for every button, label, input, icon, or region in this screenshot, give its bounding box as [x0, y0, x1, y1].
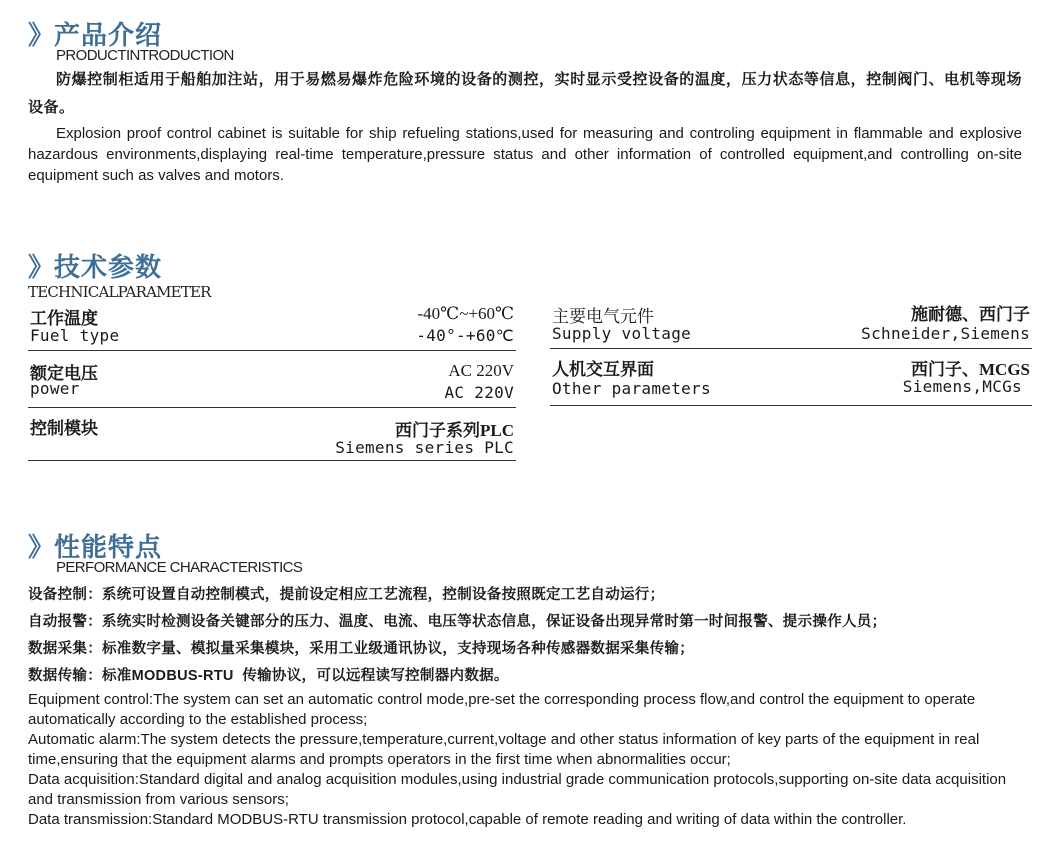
- param-en-value: Siemens,MCGs: [902, 377, 1022, 396]
- perf-cn-line: 数据采集：标准数字量、模拟量采集模块，采用工业级通讯协议，支持现场各种传感器数据采集传输；: [28, 641, 694, 657]
- intro-cn-text: 防爆控制柜适用于船舶加注站，用于易燃易爆炸危险环境的设备的测控，实时显示受控设备的温度，压力状态等信息，控制阀门、电机等现场设备。: [28, 71, 1022, 116]
- param-row: [550, 302, 1032, 349]
- param-en-value: AC 220V: [444, 383, 514, 402]
- param-cn-label: 主要电气元件: [552, 307, 654, 326]
- param-cn-label: 工作温度: [30, 309, 98, 328]
- perf-cn-list: [28, 582, 1022, 690]
- perf-en-para: Automatic alarm:The system detects the pressure,temperature,current,voltage and other status information of key parts of the equipment in real time,ensuring that the equipment alarms and prompts operators in the first time when abnormalities occur;: [28, 731, 980, 768]
- perf-en-list: [28, 690, 1022, 830]
- param-cn-label: 人机交互界面: [552, 360, 654, 379]
- param-en-value: Schneider,Siemens: [861, 324, 1030, 343]
- chevron-icon: 》: [28, 252, 51, 282]
- perf-en-para: Equipment control:The system can set an automatic control mode,pre-set the corresponding process flow,and control the equipment to operate automatically according to the established process;: [28, 691, 976, 728]
- intro-title: 产品介绍: [54, 20, 163, 50]
- tech-title: 技术参数: [54, 252, 163, 282]
- intro-en-text: Explosion proof control cabinet is suitable for ship refueling stations,used for measuring and controling equipment in flammable and explosive hazardous environments,displaying real-time temperature,pressure status and other information of controlled equipment,and controlling on-site equipment such as valves and motors.: [28, 125, 1022, 184]
- param-row: [550, 349, 1032, 406]
- param-cn-label: 额定电压: [30, 364, 98, 383]
- param-en-value: -40°-+60℃: [416, 326, 514, 345]
- tech-heading: [28, 246, 1022, 280]
- param-cn-value: 西门子系列PLC: [395, 421, 514, 440]
- param-en-label: Fuel type: [30, 326, 120, 345]
- intro-subtitle: PRODUCTINTRODUCTION: [56, 47, 234, 64]
- perf-cn-line: 设备控制：系统可设置自动控制模式，提前设定相应工艺流程，控制设备按照既定工艺自动运行；: [28, 587, 665, 603]
- perf-section: [28, 526, 1022, 830]
- param-cn-label: 控制模块: [30, 419, 98, 438]
- perf-cn-line: 自动报警：系统实时检测设备关键部分的压力、温度、电流、电压等状态信息，保证设备出现异常时第一时间报警、提示操作人员；: [28, 614, 887, 630]
- intro-heading: [28, 14, 1022, 48]
- chevron-icon: 》: [28, 20, 51, 50]
- param-cn-value: AC 220V: [448, 361, 514, 380]
- param-row: [28, 408, 516, 461]
- tech-left-column: [28, 302, 516, 461]
- param-cn-value: 西门子、MCGS: [911, 360, 1030, 379]
- perf-title: 性能特点: [54, 532, 163, 562]
- param-en-value: Siemens series PLC: [335, 438, 514, 457]
- tech-section: [28, 246, 1030, 466]
- tech-right-column: [550, 302, 1032, 406]
- perf-en-para: Data transmission:Standard MODBUS-RTU transmission protocol,capable of remote reading and writing of data within the controller.: [28, 811, 907, 828]
- perf-subtitle: PERFORMANCE CHARACTERISTICS: [56, 559, 303, 576]
- chevron-icon: 》: [28, 532, 51, 562]
- param-en-label: Other parameters: [552, 379, 711, 398]
- param-row: [28, 302, 516, 351]
- param-cn-value: -40℃~+60℃: [417, 304, 514, 323]
- param-row: [28, 351, 516, 408]
- param-en-label: power: [30, 379, 80, 398]
- intro-section: [28, 14, 1022, 186]
- param-en-label: Supply voltage: [552, 324, 692, 343]
- perf-cn-line: 数据传输：标准MODBUS-RTU 传输协议，可以远程读写控制器内数据。: [28, 668, 509, 684]
- perf-heading: [28, 526, 1022, 560]
- perf-en-para: Data acquisition:Standard digital and analog acquisition modules,using industrial grade communication protocols,supporting on-site data acquisition and transmission from various sensors;: [28, 771, 1007, 808]
- param-cn-value: 施耐德、西门子: [911, 305, 1030, 324]
- tech-subtitle: TECHNICALPARAMETER: [28, 283, 211, 301]
